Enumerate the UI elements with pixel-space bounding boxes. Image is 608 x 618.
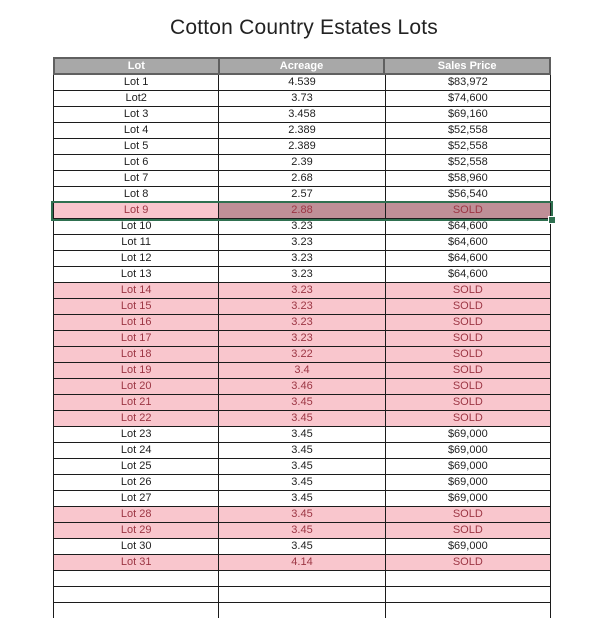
- cell-acreage[interactable]: 2.68: [219, 171, 385, 186]
- cell-acreage[interactable]: 3.45: [219, 411, 385, 426]
- header-acreage: Acreage: [220, 59, 386, 73]
- cell-price[interactable]: SOLD: [452, 508, 483, 520]
- cell-acreage[interactable]: 3.45: [219, 395, 385, 410]
- cell-lot[interactable]: Lot 6: [54, 155, 219, 170]
- table-row[interactable]: [54, 107, 550, 123]
- cell-acreage[interactable]: 3.23: [219, 251, 385, 266]
- cell-lot[interactable]: Lot 16: [54, 315, 219, 330]
- cell-lot[interactable]: Lot 18: [54, 347, 219, 362]
- header-sales-price: Sales Price: [437, 60, 497, 72]
- cell-price[interactable]: SOLD: [452, 556, 483, 568]
- cell-price[interactable]: $69,160: [447, 108, 488, 120]
- cell-price[interactable]: $69,000: [447, 428, 488, 440]
- table-row[interactable]: [54, 283, 550, 299]
- table-row[interactable]: [54, 267, 550, 283]
- cell-lot[interactable]: Lot 22: [54, 411, 219, 426]
- cell-price[interactable]: $56,540: [447, 188, 488, 200]
- cell-lot[interactable]: Lot 1: [54, 75, 219, 90]
- empty-cell[interactable]: [54, 603, 219, 618]
- lots-table: [53, 57, 551, 618]
- cell-lot[interactable]: Lot 8: [54, 187, 219, 202]
- table-row[interactable]: [54, 123, 550, 139]
- cell-lot[interactable]: Lot 19: [54, 363, 219, 378]
- cell-price[interactable]: SOLD: [452, 332, 483, 344]
- table-row[interactable]: [54, 539, 550, 555]
- empty-row[interactable]: [54, 603, 550, 618]
- cell-lot[interactable]: Lot 20: [54, 379, 219, 394]
- table-row[interactable]: [54, 443, 550, 459]
- table-row[interactable]: [54, 395, 550, 411]
- cell-lot[interactable]: Lot 15: [54, 299, 219, 314]
- table-row[interactable]: [54, 139, 550, 155]
- cell-price[interactable]: SOLD: [452, 364, 483, 376]
- cell-lot[interactable]: Lot 24: [54, 443, 219, 458]
- cell-price[interactable]: $52,558: [447, 140, 488, 152]
- cell-acreage[interactable]: 3.4: [219, 363, 385, 378]
- cell-lot[interactable]: Lot 26: [54, 475, 219, 490]
- cell-lot[interactable]: Lot 29: [54, 523, 219, 538]
- cell-price[interactable]: $69,000: [447, 444, 488, 456]
- cell-acreage[interactable]: 3.45: [219, 539, 385, 554]
- empty-cell[interactable]: [219, 571, 385, 586]
- cell-price[interactable]: $69,000: [447, 492, 488, 504]
- empty-cell[interactable]: [386, 571, 550, 586]
- cell-acreage[interactable]: 2.389: [219, 123, 385, 138]
- table-row[interactable]: [54, 171, 550, 187]
- empty-cell[interactable]: [54, 587, 219, 602]
- cell-acreage[interactable]: 2.57: [219, 187, 385, 202]
- cell-price[interactable]: SOLD: [452, 284, 483, 296]
- cell-lot[interactable]: Lot2: [54, 91, 219, 106]
- cell-acreage[interactable]: 3.45: [219, 507, 385, 522]
- cell-price[interactable]: SOLD: [452, 396, 483, 408]
- table-row[interactable]: [54, 251, 550, 267]
- table-row[interactable]: [54, 459, 550, 475]
- cell-price[interactable]: $64,600: [447, 220, 488, 232]
- cell-acreage[interactable]: 4.14: [219, 555, 385, 570]
- table-row[interactable]: [54, 75, 550, 91]
- empty-row[interactable]: [54, 587, 550, 603]
- cell-lot[interactable]: Lot 27: [54, 491, 219, 506]
- cell-acreage[interactable]: 3.23: [219, 331, 385, 346]
- cell-acreage[interactable]: 3.45: [219, 523, 385, 538]
- cell-lot[interactable]: Lot 14: [54, 283, 219, 298]
- cell-lot[interactable]: Lot 11: [54, 235, 219, 250]
- table-row[interactable]: [54, 363, 550, 379]
- cell-price[interactable]: $69,000: [447, 460, 488, 472]
- empty-cell[interactable]: [386, 587, 550, 602]
- page-title: Cotton Country Estates Lots: [169, 16, 439, 39]
- cell-price[interactable]: $64,600: [447, 252, 488, 264]
- table-row[interactable]: [54, 555, 550, 571]
- table-row[interactable]: [54, 219, 550, 235]
- cell-price[interactable]: $64,600: [447, 268, 488, 280]
- cell-acreage[interactable]: 2.389: [219, 139, 385, 154]
- cell-price[interactable]: $52,558: [447, 124, 488, 136]
- cell-lot[interactable]: Lot 3: [54, 107, 219, 122]
- cell-acreage[interactable]: 3.23: [219, 315, 385, 330]
- cell-price[interactable]: SOLD: [452, 348, 483, 360]
- table-row[interactable]: [54, 411, 550, 427]
- cell-lot[interactable]: Lot 28: [54, 507, 219, 522]
- cell-price[interactable]: $58,960: [447, 172, 488, 184]
- table-row[interactable]: [54, 235, 550, 251]
- cell-acreage[interactable]: 3.23: [219, 299, 385, 314]
- cell-price[interactable]: $83,972: [447, 76, 488, 88]
- cell-lot[interactable]: Lot 13: [54, 267, 219, 282]
- empty-cell[interactable]: [219, 587, 385, 602]
- cell-lot[interactable]: Lot 7: [54, 171, 219, 186]
- table-row[interactable]: [54, 203, 550, 219]
- table-row[interactable]: [54, 379, 550, 395]
- cell-price[interactable]: SOLD: [452, 316, 483, 328]
- cell-acreage[interactable]: 3.23: [219, 235, 385, 250]
- cell-price[interactable]: $52,558: [447, 156, 488, 168]
- header-lot: Lot: [55, 59, 220, 73]
- cell-acreage[interactable]: 3.73: [219, 91, 385, 106]
- cell-acreage[interactable]: 4.539: [219, 75, 385, 90]
- table-body: [53, 75, 551, 618]
- table-row[interactable]: [54, 331, 550, 347]
- table-row[interactable]: [54, 475, 550, 491]
- cell-lot[interactable]: Lot 25: [54, 459, 219, 474]
- cell-price[interactable]: SOLD: [452, 380, 483, 392]
- cell-acreage[interactable]: 3.23: [219, 219, 385, 234]
- table-row[interactable]: [54, 491, 550, 507]
- cell-price[interactable]: SOLD: [452, 524, 483, 536]
- cell-lot[interactable]: Lot 31: [54, 555, 219, 570]
- cell-acreage[interactable]: 3.458: [219, 107, 385, 122]
- cell-acreage[interactable]: 2.88: [219, 203, 385, 218]
- cell-acreage[interactable]: 3.45: [219, 427, 385, 442]
- empty-row[interactable]: [54, 571, 550, 587]
- cell-lot[interactable]: Lot 5: [54, 139, 219, 154]
- cell-price[interactable]: $74,600: [447, 92, 488, 104]
- table-row[interactable]: [54, 155, 550, 171]
- cell-lot[interactable]: Lot 4: [54, 123, 219, 138]
- cell-price[interactable]: $64,600: [447, 236, 488, 248]
- cell-lot[interactable]: Lot 30: [54, 539, 219, 554]
- cell-price[interactable]: SOLD: [452, 412, 483, 424]
- table-row[interactable]: [54, 507, 550, 523]
- table-row[interactable]: [54, 91, 550, 107]
- cell-price[interactable]: $69,000: [447, 540, 488, 552]
- cell-acreage[interactable]: 3.22: [219, 347, 385, 362]
- cell-price[interactable]: SOLD: [386, 203, 550, 218]
- cell-lot[interactable]: Lot 9: [54, 203, 219, 218]
- cell-price[interactable]: $69,000: [447, 476, 488, 488]
- cell-acreage[interactable]: 3.45: [219, 491, 385, 506]
- cell-lot[interactable]: Lot 17: [54, 331, 219, 346]
- cell-acreage[interactable]: 3.23: [219, 267, 385, 282]
- cell-lot[interactable]: Lot 10: [54, 219, 219, 234]
- cell-acreage[interactable]: 3.23: [219, 283, 385, 298]
- table-row[interactable]: [54, 187, 550, 203]
- table-header-row: [53, 57, 551, 75]
- cell-lot[interactable]: Lot 23: [54, 427, 219, 442]
- empty-cell[interactable]: [386, 603, 550, 618]
- empty-cell[interactable]: [219, 603, 385, 618]
- cell-acreage[interactable]: 3.45: [219, 475, 385, 490]
- cell-acreage[interactable]: 3.46: [219, 379, 385, 394]
- table-row[interactable]: [54, 347, 550, 363]
- cell-acreage[interactable]: 2.39: [219, 155, 385, 170]
- empty-cell[interactable]: [54, 571, 219, 586]
- table-row[interactable]: [54, 523, 550, 539]
- table-row[interactable]: [54, 299, 550, 315]
- cell-acreage[interactable]: 3.45: [219, 443, 385, 458]
- cell-lot[interactable]: Lot 12: [54, 251, 219, 266]
- table-row[interactable]: [54, 315, 550, 331]
- cell-acreage[interactable]: 3.45: [219, 459, 385, 474]
- fill-handle[interactable]: [548, 216, 556, 224]
- cell-lot[interactable]: Lot 21: [54, 395, 219, 410]
- cell-price[interactable]: SOLD: [452, 300, 483, 312]
- table-row[interactable]: [54, 427, 550, 443]
